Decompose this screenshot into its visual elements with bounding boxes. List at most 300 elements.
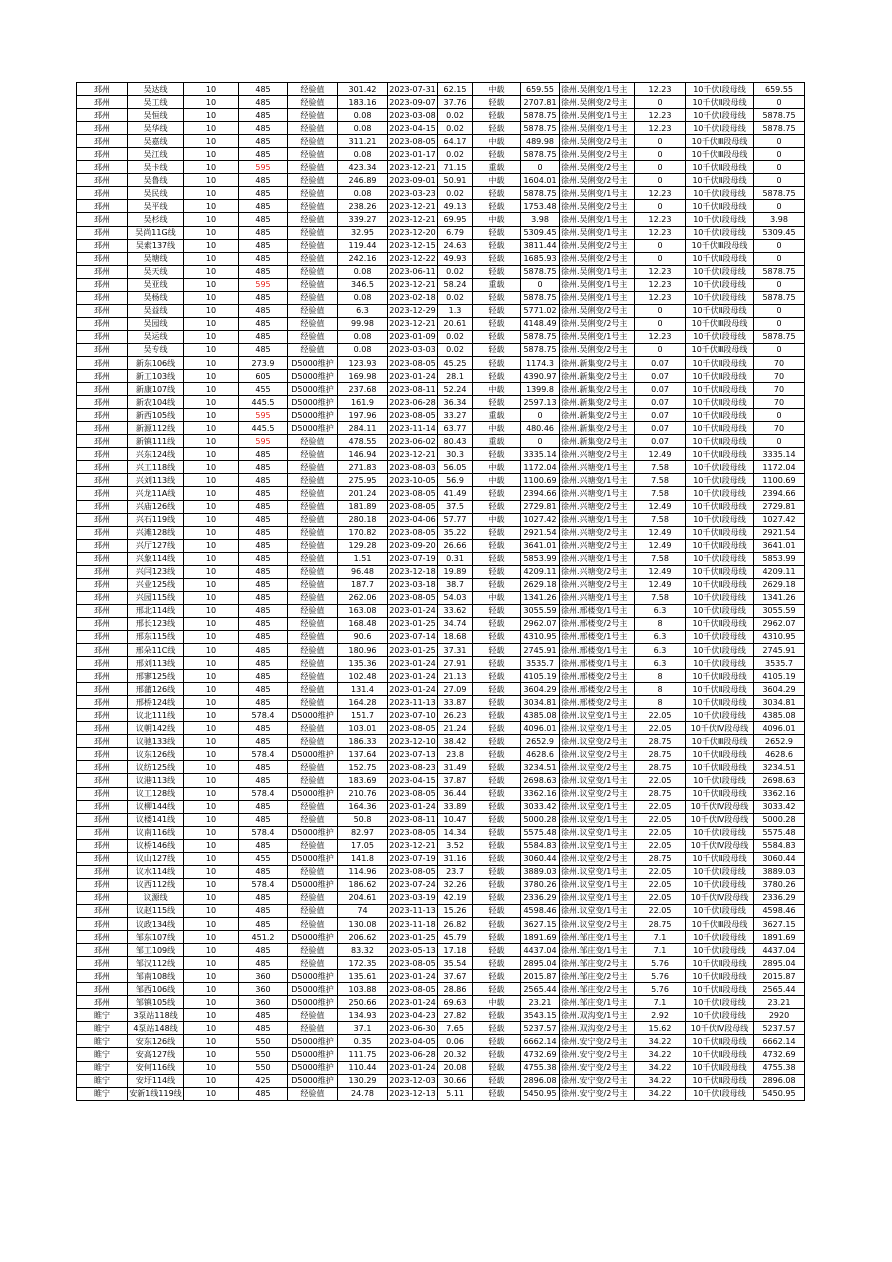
transformer-cell: 徐州.吴俐变/1号主 xyxy=(560,291,635,304)
transformer-cell: 徐州.议堂变/1号主 xyxy=(560,904,635,917)
line-name-cell: 吴园线 xyxy=(128,317,184,330)
transformer-cell: 徐州.兴塘变/1号主 xyxy=(560,591,635,604)
voltage-cell: 10 xyxy=(184,787,239,800)
max-current-cell: 201.24 xyxy=(338,487,388,500)
load-rate-cell: 6.79 xyxy=(438,226,473,239)
date-cell: 2023-07-19 xyxy=(388,552,438,565)
open-capacity-cell: 2336.29 xyxy=(754,891,805,904)
open-capacity-cell: 2745.91 xyxy=(754,644,805,657)
table-row xyxy=(77,174,805,187)
table-row xyxy=(77,644,805,657)
line-name-cell: 议南116线 xyxy=(128,826,184,839)
load-rate-cell: 33.27 xyxy=(438,409,473,422)
line-name-cell: 邢寥125线 xyxy=(128,670,184,683)
available-capacity-cell: 489.98 xyxy=(521,135,560,148)
transformer-available-cell: 7.1 xyxy=(635,944,686,957)
date-cell: 2023-07-13 xyxy=(388,748,438,761)
transformer-cell: 徐州.兴塘变/2号主 xyxy=(560,526,635,539)
source-cell: 经验值 xyxy=(288,200,338,213)
open-capacity-cell: 70 xyxy=(754,383,805,396)
max-current-cell: 346.5 xyxy=(338,278,388,291)
max-current-cell: 130.08 xyxy=(338,918,388,931)
source-cell: 经验值 xyxy=(288,1022,338,1035)
transformer-available-cell: 0 xyxy=(635,161,686,174)
max-current-cell: 0.08 xyxy=(338,187,388,200)
county-cell: 邳州 xyxy=(77,396,128,409)
voltage-cell: 10 xyxy=(184,931,239,944)
voltage-cell: 10 xyxy=(184,957,239,970)
busbar-cell: 10千伏Ⅰ段母线 xyxy=(686,226,754,239)
max-current-cell: 24.78 xyxy=(338,1087,388,1100)
voltage-cell: 10 xyxy=(184,552,239,565)
busbar-cell: 10千伏Ⅱ段母线 xyxy=(686,409,754,422)
county-cell: 邳州 xyxy=(77,526,128,539)
open-capacity-cell: 3335.14 xyxy=(754,448,805,461)
date-cell: 2023-11-13 xyxy=(388,904,438,917)
available-capacity-cell: 0 xyxy=(521,409,560,422)
line-name-cell: 议东126线 xyxy=(128,748,184,761)
county-cell: 邳州 xyxy=(77,826,128,839)
line-name-cell: 吴工线 xyxy=(128,96,184,109)
open-capacity-cell: 3234.51 xyxy=(754,761,805,774)
line-name-cell: 新工103线 xyxy=(128,370,184,383)
source-cell: D5000维护 xyxy=(288,1035,338,1048)
voltage-cell: 10 xyxy=(184,291,239,304)
source-cell: 经验值 xyxy=(288,696,338,709)
county-cell: 邳州 xyxy=(77,474,128,487)
available-capacity-cell: 1174.3 xyxy=(521,356,560,369)
source-cell: 经验值 xyxy=(288,722,338,735)
busbar-cell: 10千伏Ⅱ段母线 xyxy=(686,500,754,513)
voltage-cell: 10 xyxy=(184,409,239,422)
busbar-cell: 10千伏Ⅰ段母线 xyxy=(686,878,754,891)
load-rate-cell: 45.79 xyxy=(438,931,473,944)
rated-current-cell: 485 xyxy=(239,187,288,200)
county-cell: 邳州 xyxy=(77,317,128,330)
county-cell: 邳州 xyxy=(77,891,128,904)
county-cell: 邳州 xyxy=(77,918,128,931)
transformer-cell: 徐州.兴塘变/2号主 xyxy=(560,578,635,591)
busbar-cell: 10千伏Ⅰ段母线 xyxy=(686,591,754,604)
busbar-cell: 10千伏Ⅰ段母线 xyxy=(686,1087,754,1100)
busbar-cell: 10千伏Ⅱ段母线 xyxy=(686,852,754,865)
busbar-cell: 10千伏Ⅱ段母线 xyxy=(686,396,754,409)
voltage-cell: 10 xyxy=(184,852,239,865)
open-capacity-cell: 3362.16 xyxy=(754,787,805,800)
transformer-cell: 徐州.安宁变/2号主 xyxy=(560,1074,635,1087)
source-cell: 经验值 xyxy=(288,252,338,265)
line-name-cell: 邹镇105线 xyxy=(128,996,184,1009)
transformer-available-cell: 12.49 xyxy=(635,526,686,539)
transformer-available-cell: 7.58 xyxy=(635,461,686,474)
rated-current-cell: 485 xyxy=(239,148,288,161)
load-rate-cell: 56.05 xyxy=(438,461,473,474)
transformer-available-cell: 12.49 xyxy=(635,448,686,461)
table-row xyxy=(77,683,805,696)
rated-current-cell: 360 xyxy=(239,983,288,996)
rated-current-cell: 485 xyxy=(239,109,288,122)
county-cell: 邳州 xyxy=(77,604,128,617)
transformer-available-cell: 0 xyxy=(635,174,686,187)
voltage-cell: 10 xyxy=(184,983,239,996)
line-name-cell: 邢长123线 xyxy=(128,617,184,630)
available-capacity-cell: 0 xyxy=(521,278,560,291)
source-cell: 经验值 xyxy=(288,487,338,500)
rated-current-cell: 485 xyxy=(239,135,288,148)
transformer-available-cell: 0 xyxy=(635,304,686,317)
transformer-cell: 徐州.新集变/2号主 xyxy=(560,422,635,435)
table-row xyxy=(77,487,805,500)
county-cell: 邳州 xyxy=(77,774,128,787)
transformer-cell: 徐州.议堂变/1号主 xyxy=(560,839,635,852)
line-name-cell: 吴恒线 xyxy=(128,109,184,122)
source-cell: 经验值 xyxy=(288,552,338,565)
load-rate-cell: 64.17 xyxy=(438,135,473,148)
max-current-cell: 1.51 xyxy=(338,552,388,565)
county-cell: 邳州 xyxy=(77,370,128,383)
transformer-cell: 徐州.吴俐变/2号主 xyxy=(560,96,635,109)
transformer-cell: 徐州.邢楼变/1号主 xyxy=(560,630,635,643)
open-capacity-cell: 1100.69 xyxy=(754,474,805,487)
line-name-cell: 邢蒲126线 xyxy=(128,683,184,696)
voltage-cell: 10 xyxy=(184,761,239,774)
voltage-cell: 10 xyxy=(184,604,239,617)
transformer-available-cell: 22.05 xyxy=(635,891,686,904)
rated-current-cell: 485 xyxy=(239,591,288,604)
rated-current-cell: 605 xyxy=(239,370,288,383)
county-cell: 邳州 xyxy=(77,356,128,369)
rated-current-cell: 425 xyxy=(239,1074,288,1087)
county-cell: 邳州 xyxy=(77,291,128,304)
open-capacity-cell: 2962.07 xyxy=(754,617,805,630)
source-cell: D5000维护 xyxy=(288,1048,338,1061)
load-rate-cell: 19.89 xyxy=(438,565,473,578)
transformer-cell: 徐州.吴俐变/2号主 xyxy=(560,239,635,252)
transformer-available-cell: 12.49 xyxy=(635,578,686,591)
available-capacity-cell: 6662.14 xyxy=(521,1035,560,1048)
source-cell: 经验值 xyxy=(288,657,338,670)
open-capacity-cell: 4105.19 xyxy=(754,670,805,683)
table-row xyxy=(77,761,805,774)
max-current-cell: 110.44 xyxy=(338,1061,388,1074)
county-cell: 睢宁 xyxy=(77,1009,128,1022)
source-cell: 经验值 xyxy=(288,291,338,304)
transformer-available-cell: 22.05 xyxy=(635,826,686,839)
rated-current-cell: 595 xyxy=(239,435,288,448)
rated-current-cell: 485 xyxy=(239,474,288,487)
load-rate-cell: 45.25 xyxy=(438,356,473,369)
transformer-available-cell: 22.05 xyxy=(635,722,686,735)
line-name-cell: 吴江线 xyxy=(128,148,184,161)
available-capacity-cell: 1027.42 xyxy=(521,513,560,526)
transformer-available-cell: 0.07 xyxy=(635,422,686,435)
county-cell: 邳州 xyxy=(77,800,128,813)
table-row xyxy=(77,109,805,122)
rated-current-cell: 485 xyxy=(239,761,288,774)
available-capacity-cell: 1172.04 xyxy=(521,461,560,474)
busbar-cell: 10千伏Ⅱ段母线 xyxy=(686,526,754,539)
line-name-cell: 新镇111线 xyxy=(128,435,184,448)
transformer-available-cell: 34.22 xyxy=(635,1087,686,1100)
busbar-cell: 10千伏Ⅰ段母线 xyxy=(686,630,754,643)
date-cell: 2023-07-10 xyxy=(388,709,438,722)
load-rate-cell: 80.43 xyxy=(438,435,473,448)
rated-current-cell: 485 xyxy=(239,604,288,617)
table-row xyxy=(77,578,805,591)
voltage-cell: 10 xyxy=(184,826,239,839)
open-capacity-cell: 0 xyxy=(754,148,805,161)
table-row xyxy=(77,448,805,461)
max-current-cell: 50.8 xyxy=(338,813,388,826)
load-status-cell: 轻载 xyxy=(473,891,521,904)
date-cell: 2023-03-23 xyxy=(388,187,438,200)
busbar-cell: 10千伏Ⅱ段母线 xyxy=(686,252,754,265)
county-cell: 邳州 xyxy=(77,970,128,983)
county-cell: 邳州 xyxy=(77,239,128,252)
transformer-available-cell: 22.05 xyxy=(635,839,686,852)
busbar-cell: 10千伏Ⅰ段母线 xyxy=(686,513,754,526)
source-cell: 经验值 xyxy=(288,904,338,917)
load-status-cell: 轻载 xyxy=(473,252,521,265)
table-row xyxy=(77,513,805,526)
busbar-cell: 10千伏Ⅱ段母线 xyxy=(686,1035,754,1048)
transformer-cell: 徐州.吴俐变/2号主 xyxy=(560,148,635,161)
date-cell: 2023-08-05 xyxy=(388,135,438,148)
voltage-cell: 10 xyxy=(184,630,239,643)
transformer-cell: 徐州.吴俐变/2号主 xyxy=(560,135,635,148)
date-cell: 2023-01-25 xyxy=(388,644,438,657)
open-capacity-cell: 0 xyxy=(754,343,805,356)
line-name-cell: 吴民线 xyxy=(128,187,184,200)
line-name-cell: 吴平线 xyxy=(128,200,184,213)
open-capacity-cell: 659.55 xyxy=(754,83,805,96)
available-capacity-cell: 2565.44 xyxy=(521,983,560,996)
open-capacity-cell: 5237.57 xyxy=(754,1022,805,1035)
transformer-cell: 徐州.吴俐变/2号主 xyxy=(560,304,635,317)
transformer-available-cell: 6.3 xyxy=(635,630,686,643)
busbar-cell: 10千伏Ⅱ段母线 xyxy=(686,174,754,187)
source-cell: 经验值 xyxy=(288,135,338,148)
table-row xyxy=(77,539,805,552)
voltage-cell: 10 xyxy=(184,304,239,317)
table-row xyxy=(77,356,805,369)
line-name-cell: 兴东124线 xyxy=(128,448,184,461)
load-status-cell: 轻载 xyxy=(473,983,521,996)
load-rate-cell: 20.61 xyxy=(438,317,473,330)
max-current-cell: 111.75 xyxy=(338,1048,388,1061)
max-current-cell: 161.9 xyxy=(338,396,388,409)
open-capacity-cell: 0 xyxy=(754,317,805,330)
transformer-cell: 徐州.议堂变/1号主 xyxy=(560,878,635,891)
transformer-cell: 徐州.邢楼变/1号主 xyxy=(560,657,635,670)
load-status-cell: 轻载 xyxy=(473,148,521,161)
line-name-cell: 吴杉线 xyxy=(128,213,184,226)
load-status-cell: 轻载 xyxy=(473,931,521,944)
date-cell: 2023-08-11 xyxy=(388,813,438,826)
transformer-cell: 徐州.新集变/2号主 xyxy=(560,396,635,409)
load-rate-cell: 41.49 xyxy=(438,487,473,500)
load-rate-cell: 0.31 xyxy=(438,552,473,565)
transformer-available-cell: 7.1 xyxy=(635,996,686,1009)
source-cell: 经验值 xyxy=(288,317,338,330)
transformer-cell: 徐州.新集变/2号主 xyxy=(560,409,635,422)
county-cell: 邳州 xyxy=(77,578,128,591)
open-capacity-cell: 5878.75 xyxy=(754,330,805,343)
available-capacity-cell: 5000.28 xyxy=(521,813,560,826)
transformer-cell: 徐州.邹庄变/1号主 xyxy=(560,996,635,1009)
open-capacity-cell: 4598.46 xyxy=(754,904,805,917)
open-capacity-cell: 2629.18 xyxy=(754,578,805,591)
county-cell: 邳州 xyxy=(77,904,128,917)
line-name-cell: 议楼141线 xyxy=(128,813,184,826)
load-rate-cell: 20.32 xyxy=(438,1048,473,1061)
county-cell: 邳州 xyxy=(77,696,128,709)
line-name-cell: 吴益线 xyxy=(128,304,184,317)
open-capacity-cell: 5584.83 xyxy=(754,839,805,852)
busbar-cell: 10千伏Ⅱ段母线 xyxy=(686,539,754,552)
available-capacity-cell: 2629.18 xyxy=(521,578,560,591)
source-cell: D5000维护 xyxy=(288,996,338,1009)
source-cell: 经验值 xyxy=(288,839,338,852)
busbar-cell: 10千伏Ⅱ段母线 xyxy=(686,422,754,435)
open-capacity-cell: 3060.44 xyxy=(754,852,805,865)
max-current-cell: 0.08 xyxy=(338,330,388,343)
available-capacity-cell: 5237.57 xyxy=(521,1022,560,1035)
date-cell: 2023-01-25 xyxy=(388,617,438,630)
date-cell: 2023-06-28 xyxy=(388,1048,438,1061)
busbar-cell: 10千伏Ⅳ段母线 xyxy=(686,839,754,852)
busbar-cell: 10千伏Ⅰ段母线 xyxy=(686,187,754,200)
table-row xyxy=(77,787,805,800)
open-capacity-cell: 2652.9 xyxy=(754,735,805,748)
transformer-cell: 徐州.兴塘变/2号主 xyxy=(560,539,635,552)
line-name-cell: 议政134线 xyxy=(128,918,184,931)
busbar-cell: 10千伏Ⅰ段母线 xyxy=(686,487,754,500)
rated-current-cell: 455 xyxy=(239,383,288,396)
transformer-cell: 徐州.议堂变/1号主 xyxy=(560,774,635,787)
transformer-available-cell: 7.1 xyxy=(635,931,686,944)
rated-current-cell: 485 xyxy=(239,800,288,813)
available-capacity-cell: 2652.9 xyxy=(521,735,560,748)
table-row xyxy=(77,630,805,643)
voltage-cell: 10 xyxy=(184,748,239,761)
load-rate-cell: 58.24 xyxy=(438,278,473,291)
rated-current-cell: 485 xyxy=(239,813,288,826)
county-cell: 邳州 xyxy=(77,109,128,122)
busbar-cell: 10千伏Ⅱ段母线 xyxy=(686,748,754,761)
load-rate-cell: 14.34 xyxy=(438,826,473,839)
open-capacity-cell: 4732.69 xyxy=(754,1048,805,1061)
load-status-cell: 轻载 xyxy=(473,96,521,109)
max-current-cell: 141.8 xyxy=(338,852,388,865)
table-row xyxy=(77,852,805,865)
table-row xyxy=(77,422,805,435)
voltage-cell: 10 xyxy=(184,1009,239,1022)
transformer-cell: 徐州.兴塘变/1号主 xyxy=(560,513,635,526)
source-cell: 经验值 xyxy=(288,174,338,187)
date-cell: 2023-12-10 xyxy=(388,735,438,748)
load-rate-cell: 71.15 xyxy=(438,161,473,174)
open-capacity-cell: 0 xyxy=(754,161,805,174)
load-rate-cell: 36.44 xyxy=(438,787,473,800)
busbar-cell: 10千伏Ⅱ段母线 xyxy=(686,304,754,317)
load-rate-cell: 31.49 xyxy=(438,761,473,774)
open-capacity-cell: 0 xyxy=(754,96,805,109)
available-capacity-cell: 3780.26 xyxy=(521,878,560,891)
busbar-cell: 10千伏Ⅰ段母线 xyxy=(686,931,754,944)
available-capacity-cell: 480.46 xyxy=(521,422,560,435)
load-rate-cell: 35.54 xyxy=(438,957,473,970)
date-cell: 2023-10-05 xyxy=(388,474,438,487)
transformer-available-cell: 22.05 xyxy=(635,800,686,813)
load-status-cell: 轻载 xyxy=(473,617,521,630)
rated-current-cell: 550 xyxy=(239,1048,288,1061)
max-current-cell: 423.34 xyxy=(338,161,388,174)
max-current-cell: 135.61 xyxy=(338,970,388,983)
source-cell: D5000维护 xyxy=(288,370,338,383)
load-status-cell: 轻载 xyxy=(473,226,521,239)
rated-current-cell: 445.5 xyxy=(239,422,288,435)
load-status-cell: 中载 xyxy=(473,213,521,226)
open-capacity-cell: 70 xyxy=(754,422,805,435)
available-capacity-cell: 4732.69 xyxy=(521,1048,560,1061)
table-row xyxy=(77,396,805,409)
table-row xyxy=(77,957,805,970)
load-status-cell: 轻载 xyxy=(473,265,521,278)
load-status-cell: 轻载 xyxy=(473,526,521,539)
open-capacity-cell: 3055.59 xyxy=(754,604,805,617)
available-capacity-cell: 3641.01 xyxy=(521,539,560,552)
transformer-available-cell: 0 xyxy=(635,200,686,213)
rated-current-cell: 485 xyxy=(239,448,288,461)
max-current-cell: 311.21 xyxy=(338,135,388,148)
load-rate-cell: 18.68 xyxy=(438,630,473,643)
county-cell: 邳州 xyxy=(77,709,128,722)
transformer-cell: 徐州.兴塘变/1号主 xyxy=(560,474,635,487)
transformer-cell: 徐州.吴俐变/1号主 xyxy=(560,213,635,226)
transformer-available-cell: 0 xyxy=(635,317,686,330)
transformer-cell: 徐州.邢楼变/2号主 xyxy=(560,617,635,630)
county-cell: 邳州 xyxy=(77,174,128,187)
max-current-cell: 168.48 xyxy=(338,617,388,630)
table-row xyxy=(77,552,805,565)
date-cell: 2023-01-24 xyxy=(388,670,438,683)
county-cell: 邳州 xyxy=(77,839,128,852)
date-cell: 2023-09-20 xyxy=(388,539,438,552)
load-status-cell: 轻载 xyxy=(473,878,521,891)
open-capacity-cell: 5575.48 xyxy=(754,826,805,839)
busbar-cell: 10千伏Ⅰ段母线 xyxy=(686,122,754,135)
max-current-cell: 183.16 xyxy=(338,96,388,109)
line-name-cell: 吴杨线 xyxy=(128,291,184,304)
rated-current-cell: 485 xyxy=(239,487,288,500)
transformer-available-cell: 2.92 xyxy=(635,1009,686,1022)
open-capacity-cell: 1172.04 xyxy=(754,461,805,474)
open-capacity-cell: 0 xyxy=(754,409,805,422)
max-current-cell: 151.7 xyxy=(338,709,388,722)
line-name-cell: 邹南108线 xyxy=(128,970,184,983)
available-capacity-cell: 4310.95 xyxy=(521,630,560,643)
open-capacity-cell: 3604.29 xyxy=(754,683,805,696)
rated-current-cell: 360 xyxy=(239,996,288,1009)
transformer-cell: 徐州.邹庄变/1号主 xyxy=(560,944,635,957)
county-cell: 邳州 xyxy=(77,448,128,461)
transformer-available-cell: 8 xyxy=(635,683,686,696)
table-row xyxy=(77,239,805,252)
line-name-cell: 议港113线 xyxy=(128,774,184,787)
transformer-cell: 徐州.邢楼变/2号主 xyxy=(560,670,635,683)
county-cell: 邳州 xyxy=(77,683,128,696)
